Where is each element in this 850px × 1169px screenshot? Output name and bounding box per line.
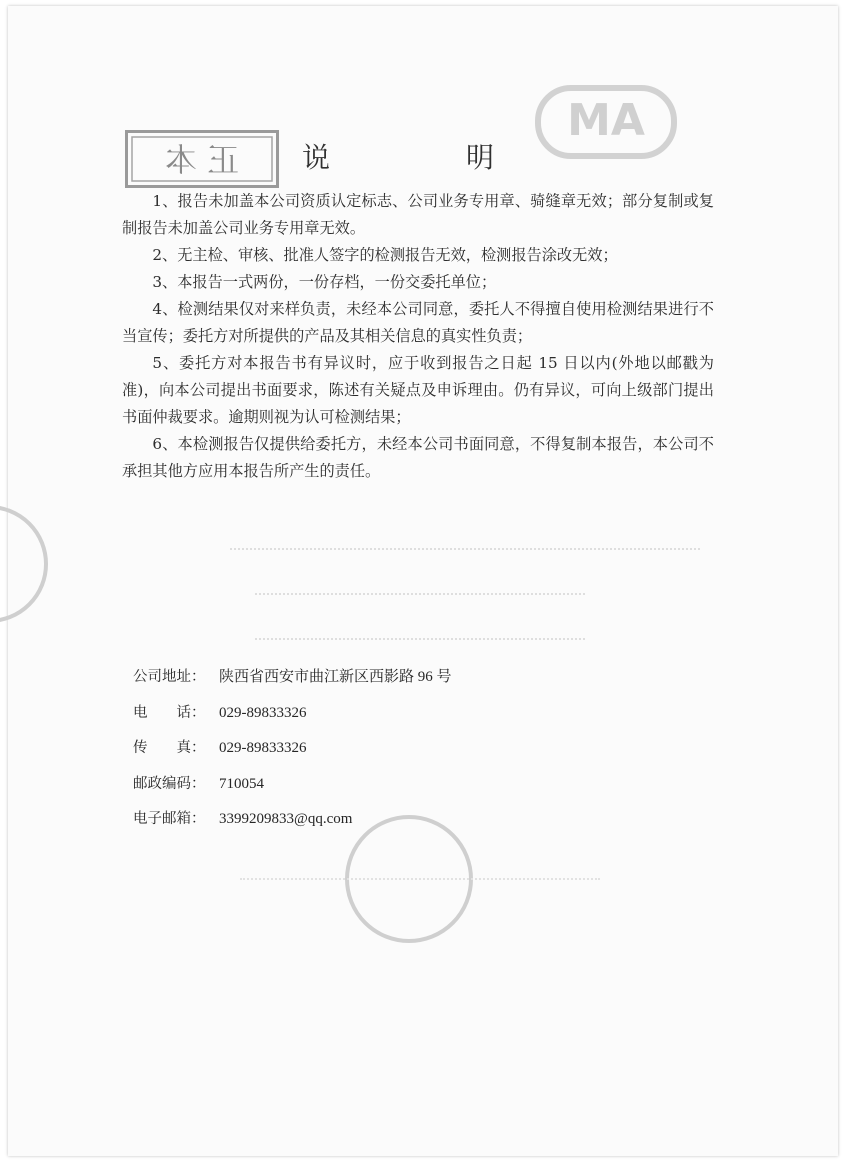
contact-block <box>133 660 452 838</box>
ghost-line-2 <box>255 575 585 595</box>
ghost-line-4 <box>240 860 600 880</box>
contact-label: 电子邮箱： <box>133 811 206 827</box>
contact-value: 710054 <box>219 775 264 792</box>
contact-postcode <box>133 767 452 803</box>
contact-label: 公司地址： <box>133 669 206 685</box>
ghost-line-3 <box>255 620 585 640</box>
svg-text:正 本: 正 本 <box>164 141 240 179</box>
instruction-1: 1、报告未加盖本公司资质认定标志、公司业务专用章、骑缝章无效；部分复制或复制报告未加盖公司业务专用章无效。 <box>122 192 714 237</box>
contact-email <box>133 802 452 838</box>
contact-label: 邮政编码： <box>133 775 206 792</box>
contact-address <box>133 660 452 696</box>
instruction-6: 6、本检测报告仅提供给委托方，未经本公司书面同意，不得复制本报告，本公司不承担其他方应用本报告所产生的责任。 <box>122 435 714 480</box>
contact-value: 029-89833326 <box>219 740 307 756</box>
contact-value: 3399209833@qq.com <box>219 811 353 827</box>
instruction-2: 2、无主检、审核、批准人签字的检测报告无效，检测报告涂改无效； <box>152 246 618 264</box>
ghost-line-1 <box>230 530 700 550</box>
instruction-5: 5、委托方对本报告书有异议时，应于收到报告之日起 15 日以内(外地以邮戳为准)，向本公司提出书面要求，陈述有关疑点及申诉理由。仍有异议，可向上级部门提出书面仲裁要求。逾期则视为认可检测结果； <box>122 354 714 426</box>
contact-phone <box>133 696 452 732</box>
cma-logo: MA <box>535 85 677 159</box>
contact-value: 陕西省西安市曲江新区西影路 96 号 <box>219 669 452 685</box>
instruction-4: 4、检测结果仅对来样负责，未经本公司同意，委托人不得擅自使用检测结果进行不当宣传；委托方对所提供的产品及其相关信息的真实性负责； <box>122 300 714 345</box>
contact-label: 电 话： <box>133 704 206 721</box>
instruction-3: 3、本报告一式两份，一份存档，一份交委托单位； <box>152 273 497 291</box>
instructions-body <box>122 188 714 485</box>
contact-value: 029-89833326 <box>219 704 307 721</box>
page-title: 说 明 <box>301 141 548 174</box>
contact-label: 传 真： <box>133 740 206 756</box>
contact-fax <box>133 731 452 767</box>
